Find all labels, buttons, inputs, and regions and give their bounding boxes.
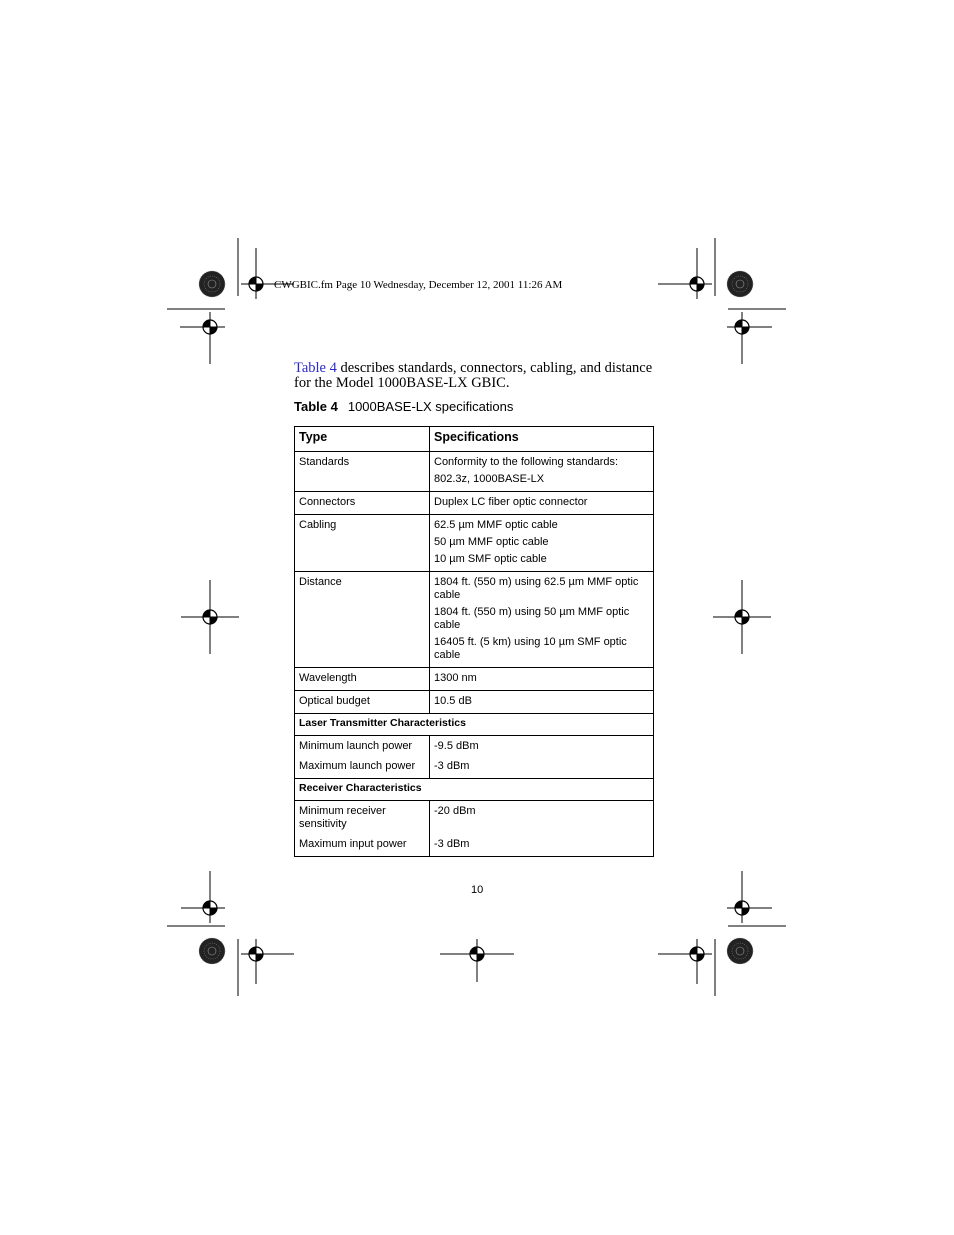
- laser-type-line: Maximum launch power: [299, 760, 416, 772]
- table-row: [295, 492, 654, 515]
- row-type: [295, 801, 430, 857]
- laser-type-line: Minimum launch power: [299, 740, 413, 752]
- receiver-spec-line: -20 dBm: [434, 805, 476, 817]
- section-row-receiver: [295, 779, 654, 801]
- row-type: Connectors: [295, 492, 430, 515]
- spec-line: Conformity to the following standards:: [434, 456, 619, 468]
- table-row: [295, 668, 654, 691]
- row-spec: [430, 691, 654, 714]
- table-row: [295, 691, 654, 714]
- running-header: CWGBIC.fm Page 10 Wednesday, December 12, 2001 11:26 AM: [274, 279, 563, 291]
- spec-line: 10 µm SMF optic cable: [434, 553, 547, 565]
- spec-line: 10.5 dB: [434, 695, 472, 707]
- laser-spec-line: -3 dBm: [434, 760, 470, 772]
- laser-spec-line: -9.5 dBm: [434, 740, 479, 752]
- table-caption-label: Table 4: [294, 399, 338, 414]
- specifications-table: [294, 426, 654, 857]
- row-type: Distance: [295, 572, 430, 668]
- row-type: Wavelength: [295, 668, 430, 691]
- table-row: [295, 515, 654, 572]
- section-heading-laser: Laser Transmitter Characteristics: [295, 714, 654, 736]
- spec-line: 50 µm MMF optic cable: [434, 536, 549, 548]
- row-type: Optical budget: [295, 691, 430, 714]
- row-spec: [430, 736, 654, 779]
- row-spec: [430, 492, 654, 515]
- receiver-type-line: Minimum receiver sensitivity: [299, 805, 386, 830]
- table-cross-reference-link[interactable]: Table 4: [294, 360, 337, 376]
- spec-line: 1804 ft. (550 m) using 50 µm MMF optic cable: [434, 606, 630, 631]
- receiver-type-line: Maximum input power: [299, 838, 407, 850]
- section-heading-receiver: Receiver Characteristics: [295, 779, 654, 801]
- page-number: 10: [471, 884, 484, 896]
- spec-line: 1300 nm: [434, 672, 477, 684]
- row-type: [295, 736, 430, 779]
- table-header-row: [295, 427, 654, 452]
- row-spec: [430, 572, 654, 668]
- table-row: [295, 452, 654, 492]
- row-type: Cabling: [295, 515, 430, 572]
- section-row-laser: [295, 714, 654, 736]
- table-row: [295, 736, 654, 779]
- intro-paragraph: [294, 361, 664, 391]
- table-row: [295, 801, 654, 857]
- receiver-spec-line: -3 dBm: [434, 838, 470, 850]
- row-spec: [430, 668, 654, 691]
- spec-line: Duplex LC fiber optic connector: [434, 496, 588, 508]
- row-spec: [430, 452, 654, 492]
- table-row: [295, 572, 654, 668]
- row-spec: [430, 801, 654, 857]
- row-spec: [430, 515, 654, 572]
- spec-line: 802.3z, 1000BASE-LX: [434, 473, 545, 485]
- row-type: Standards: [295, 452, 430, 492]
- spec-line: 16405 ft. (5 km) using 10 µm SMF optic cable: [434, 636, 627, 661]
- table-caption-title: 1000BASE-LX specifications: [347, 399, 514, 414]
- spec-line: 1804 ft. (550 m) using 62.5 µm MMF optic cable: [434, 576, 639, 601]
- column-header-specifications: Specifications: [430, 427, 654, 452]
- column-header-type: Type: [295, 427, 430, 452]
- intro-text: describes standards, connectors, cabling, and distance for the Model 1000BASE-LX GBIC.: [294, 360, 653, 391]
- table-caption: [294, 399, 513, 414]
- spec-line: 62.5 µm MMF optic cable: [434, 519, 558, 531]
